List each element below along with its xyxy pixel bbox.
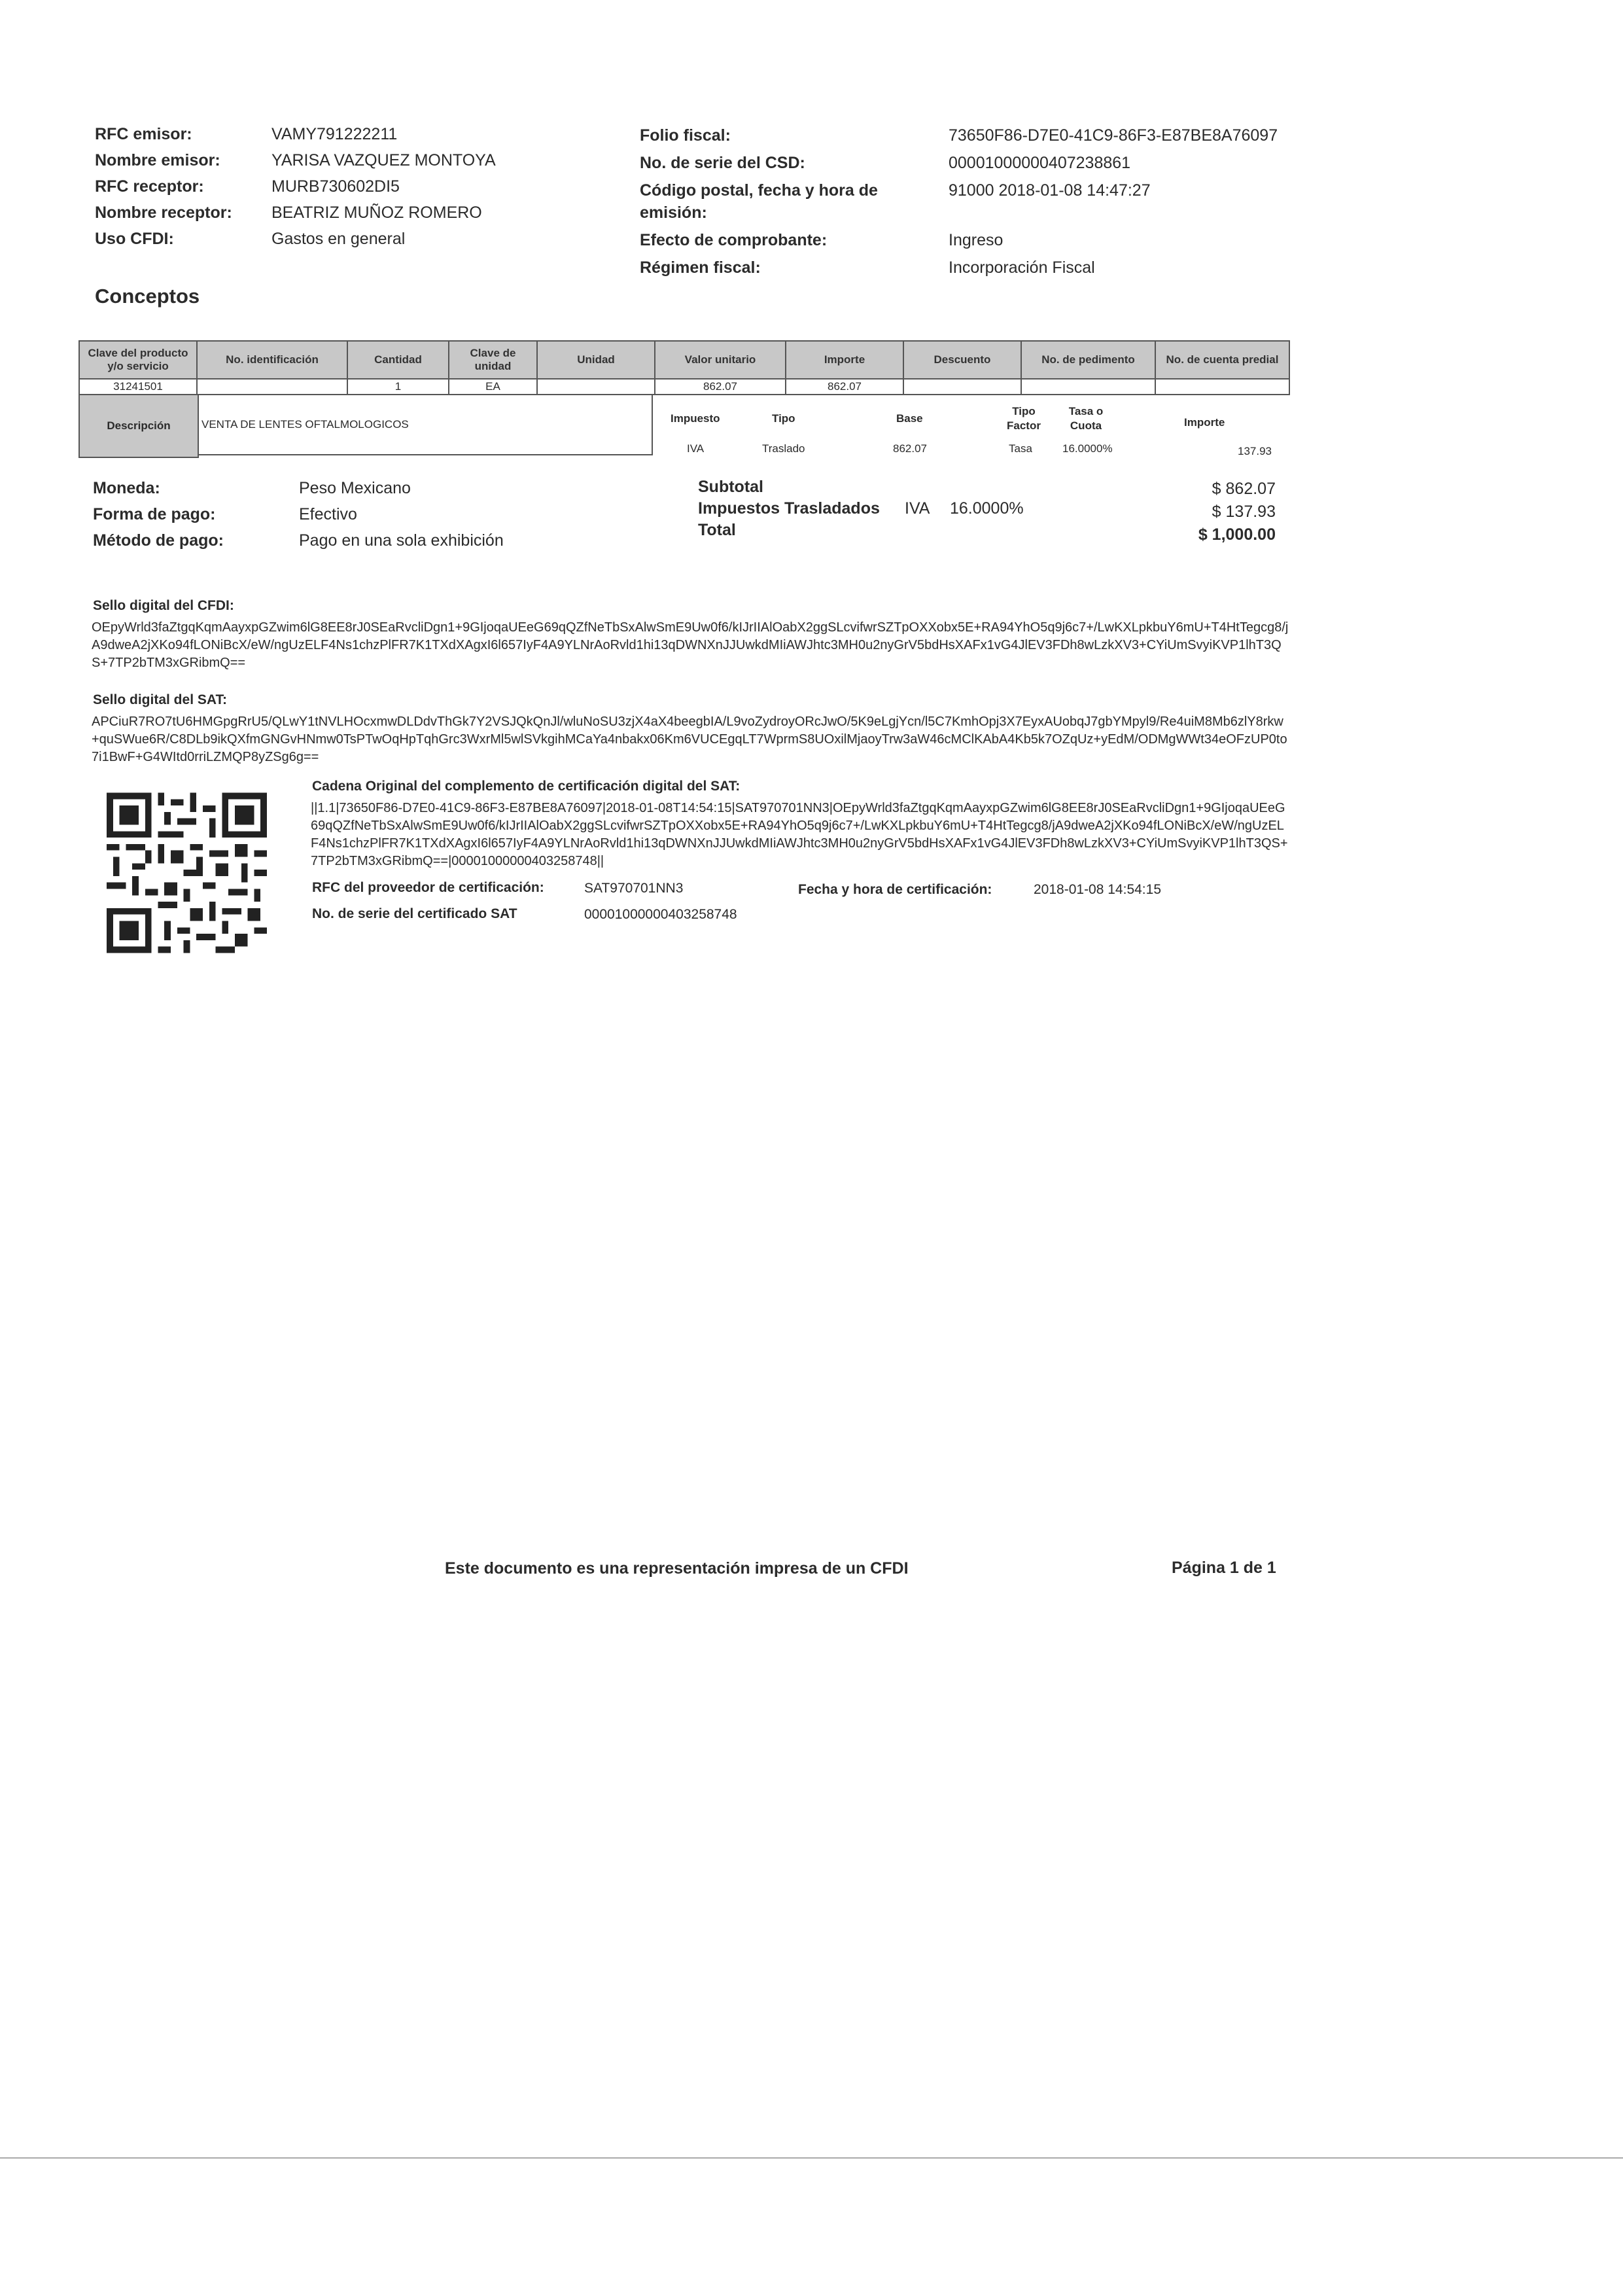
qr-code [107, 792, 267, 954]
sello-cfdi-value: OEpyWrld3faZtgqKqmAayxpGZwim6lG8EE8rJ0SEaRvcliDgn1+9GIjoqaUEeG69qQZfNeTbSxAlwSmE9Uw0f6/kIJrIIAlOabX2ggSLcvifwrSZTpOXXobx5E+RA94YhO5q9j6c7+/LwKXLpkbuY6mU+T4HtTegcg8/jA9dweA2jXKo94fLONiBcX/eW/ngUzELF4Ns1chzPlFR7K1TXdXAgxI6l657IyF4A9YLNrAoRvld1hi13qDWNXnJJUwkdMIiAWJhtc3MH0u2nyGrV5bdHsXAFx1vG4JlEV3FDh8wLzkXV3+CYiUmSvyiKVP1lhT3QS+7TP2bTM3xGRibmQ== [92, 620, 1289, 670]
impuestos-table [654, 404, 1276, 457]
fecha-certificacion-value: 2018-01-08 14:54:15 [1034, 882, 1161, 897]
fiscal-block [640, 124, 941, 279]
imp-header-importe: Importe [1184, 416, 1225, 429]
sello-sat-value: APCiuR7RO7tU6HMGpgRrU5/QLwY1tNVLHOcxmwDLDdvThGk7Y2VSJQkQnJl/wluNoSU3zjX4aX4beegbIA/L9voZydroyORcJwO/5K9eLgjYcn/l5C7KmhOpj3X7EyxAUobqJ7gbYMpyl9/Re4uiM8Mb6zlY8rkw+quSWue6R/C8DLb9ikQXfmGNGvHNmw0TsPTwOqHpTqhGrc3WxrMl5wlSVkgihMCaYa4nbakx06Km6VUCEgqLT7WprmS8UOxilMjaoyTrw3aW46cMClKAbA4Kb5k7OZqUz+yEdM/ODMgWWt34eOFzUP0to7i1BwF+G4WItd0rriLZMQP8yZSg6g== [92, 715, 1287, 764]
rfc-emisor-value: VAMY791222211 [271, 125, 398, 143]
total-value: $ 1,000.00 [1198, 525, 1276, 544]
rfc-proveedor-value: SAT970701NN3 [584, 881, 684, 896]
metodo-pago-value: Pago en una sola exhibición [299, 531, 504, 550]
serie-sat-value: 00001000000403258748 [584, 907, 737, 922]
forma-pago-value: Efectivo [299, 505, 357, 523]
page-number: Página 1 de 1 [1172, 1559, 1276, 1577]
cell-no-identificacion [197, 379, 347, 395]
subtotal-value: $ 862.07 [1212, 480, 1276, 498]
header-unidad: Unidad [537, 341, 655, 379]
conceptos-header-row [79, 341, 1289, 379]
regimen-label: Régimen fiscal: [640, 258, 761, 277]
pago-values [299, 475, 504, 554]
imp-cell-base: 862.07 [893, 442, 927, 455]
cell-descuento [903, 379, 1021, 395]
imp-header-tipo: Tipo [772, 412, 795, 425]
header-valor-unitario: Valor unitario [655, 341, 786, 379]
imp-header-base: Base [896, 412, 923, 425]
cell-cantidad: 1 [347, 379, 449, 395]
pago-labels [93, 475, 224, 554]
totales-values [1079, 478, 1276, 546]
imp-cell-tasa-cuota: 16.0000% [1062, 442, 1113, 455]
cell-unidad [537, 379, 655, 395]
regimen-value: Incorporación Fiscal [949, 258, 1095, 277]
header-no-pedimento: No. de pedimento [1021, 341, 1155, 379]
serie-sat-label: No. de serie del certificado SAT [312, 906, 517, 921]
folio-value: 73650F86-D7E0-41C9-86F3-E87BE8A76097 [949, 126, 1278, 145]
nombre-emisor-label: Nombre emisor: [95, 151, 220, 169]
uso-cfdi-value: Gastos en general [271, 230, 406, 248]
header-no-identificacion: No. identificación [197, 341, 347, 379]
sello-cfdi-label: Sello digital del CFDI: [93, 598, 234, 613]
totales-labels [698, 476, 880, 541]
table-row [79, 379, 1289, 395]
subtotal-label: Subtotal [698, 478, 763, 496]
efecto-label: Efecto de comprobante: [640, 231, 828, 249]
imp-header-tasa-cuota: Tasa o Cuota [1068, 405, 1104, 432]
cadena-label: Cadena Original del complemento de certificación digital del SAT: [312, 779, 741, 794]
moneda-label: Moneda: [93, 479, 160, 497]
scan-edge-line [0, 2157, 1623, 2159]
impuestos-trasladados-label: Impuestos Trasladados [698, 499, 880, 518]
rfc-receptor-value: MURB730602DI5 [271, 177, 400, 196]
moneda-value: Peso Mexicano [299, 479, 411, 497]
descripcion-value: VENTA DE LENTES OFTALMOLOGICOS [198, 394, 653, 455]
header-cantidad: Cantidad [347, 341, 449, 379]
header-descuento: Descuento [903, 341, 1021, 379]
rfc-emisor-label: RFC emisor: [95, 125, 192, 143]
forma-pago-label: Forma de pago: [93, 505, 216, 523]
cell-no-cuenta-predial [1155, 379, 1289, 395]
cadena-value: ||1.1|73650F86-D7E0-41C9-86F3-E87BE8A76097|2018-01-08T14:54:15|SAT970701NN3|OEpyWrld3faZtgqKqmAayxpGZwim6lG8EE8rJ0SEaRvcliDgn1+9GIjoqaUEeG69qQZfNeTbSxAlwSmE9Uw0f6/kIJrIIAlOabX2ggSLcvifwrSZTpOXXobx5E+RA94YhO5q9j6c7+/LwKXLpkbuY6mU+T4HtTegcg8/jA9dweA2jXKo94fLONiBcX/eW/ngUzELF4Ns1chzPlFR7K1TXdXAgxI6l657IyF4A9YLNrAoRvld1hi13qDWNXnJJUwkdMIiAWJhtc3MH0u2nyGrV5bdHsXAFx1vG4JlEV3FDh8wLzkXV3+CYiUmSvyiKVP1lhT3QS+7TP2bTM3xGRibmQ==|00001000000403258748|| [311, 801, 1288, 868]
cp-label-2: emisión: [640, 203, 707, 222]
impuesto-tipo: IVA [905, 499, 930, 518]
cell-valor-unitario: 862.07 [655, 379, 786, 395]
imp-cell-importe: 137.93 [1238, 445, 1272, 457]
impuesto-tasa: 16.0000% [950, 499, 1024, 518]
imp-cell-tipo: Traslado [762, 442, 805, 455]
total-label: Total [698, 521, 736, 539]
header-importe: Importe [786, 341, 903, 379]
cell-no-pedimento [1021, 379, 1155, 395]
cp-value: 91000 2018-01-08 14:47:27 [949, 181, 1151, 200]
fiscal-values [949, 124, 1278, 279]
nombre-receptor-label: Nombre receptor: [95, 203, 232, 222]
descripcion-label: Descripción [79, 394, 199, 458]
nombre-receptor-value: BEATRIZ MUÑOZ ROMERO [271, 203, 482, 222]
cell-importe: 862.07 [786, 379, 903, 395]
emisor-block [95, 121, 232, 252]
serie-csd-value: 00001000000407238861 [949, 154, 1131, 172]
rfc-proveedor-label: RFC del proveedor de certificación: [312, 880, 544, 895]
metodo-pago-label: Método de pago: [93, 531, 224, 550]
conceptos-title: Conceptos [95, 285, 200, 308]
imp-cell-impuesto: IVA [687, 442, 705, 455]
header-clave-unidad: Clave de unidad [449, 341, 537, 379]
header-clave-producto: Clave del producto y/o servicio [79, 341, 197, 379]
emisor-values [271, 121, 496, 252]
efecto-value: Ingreso [949, 231, 1003, 249]
fecha-certificacion-label: Fecha y hora de certificación: [798, 882, 992, 897]
serie-csd-label: No. de serie del CSD: [640, 154, 805, 172]
conceptos-table [79, 340, 1290, 395]
cell-clave-unidad: EA [449, 379, 537, 395]
cell-clave-producto: 31241501 [79, 379, 197, 395]
uso-cfdi-label: Uso CFDI: [95, 230, 174, 248]
folio-label: Folio fiscal: [640, 126, 731, 145]
rfc-receptor-label: RFC receptor: [95, 177, 204, 196]
nombre-emisor-value: YARISA VAZQUEZ MONTOYA [271, 151, 496, 169]
impuestos-trasladados-value: $ 137.93 [1212, 503, 1276, 521]
imp-header-tipo-factor: Tipo Factor [1007, 405, 1041, 432]
imp-cell-tipo-factor: Tasa [1009, 442, 1032, 455]
sello-sat-label: Sello digital del SAT: [93, 692, 227, 707]
imp-header-impuesto: Impuesto [671, 412, 720, 425]
cp-label-1: Código postal, fecha y hora de [640, 181, 878, 200]
footer-note: Este documento es una representación impresa de un CFDI [445, 1559, 909, 1578]
header-no-cuenta-predial: No. de cuenta predial [1155, 341, 1289, 379]
